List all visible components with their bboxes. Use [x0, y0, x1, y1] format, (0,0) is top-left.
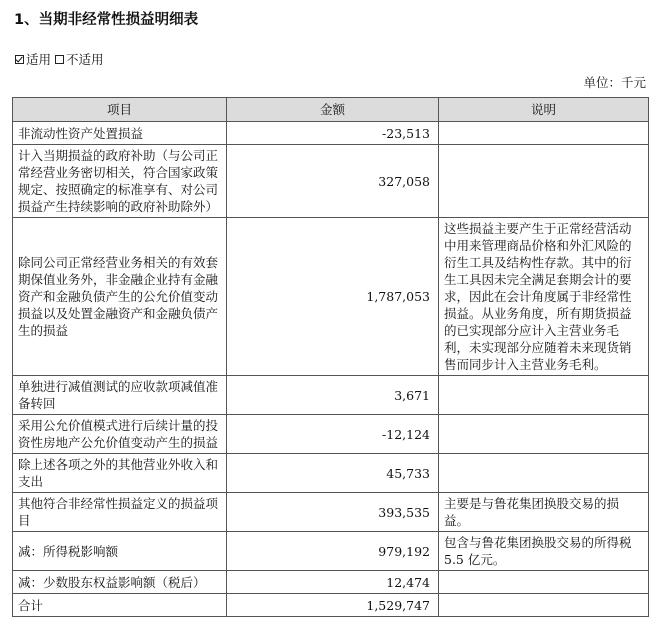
row-amount: -23,513 [227, 122, 439, 145]
row-note: 主要是与鲁花集团换股交易的损益。 [439, 493, 649, 532]
table-header-row [13, 98, 649, 122]
row-item: 非流动性资产处置损益 [13, 122, 227, 145]
row-note [439, 415, 649, 454]
non-recurring-gains-table [12, 97, 649, 617]
checked-box-icon [15, 55, 24, 64]
not-applicable-label: 不适用 [66, 52, 104, 67]
row-item: 除同公司正常经营业务相关的有效套期保值业务外，非金融企业持有金融资产和金融负债产生的公允价值变动损益以及处置金融资产和金融负债产生的损益 [13, 218, 227, 376]
table-row [13, 454, 649, 493]
row-note [439, 122, 649, 145]
table-row [13, 376, 649, 415]
row-note [439, 376, 649, 415]
header-amount: 金额 [227, 98, 439, 122]
row-amount: 393,535 [227, 493, 439, 532]
row-item: 减：少数股东权益影响额（税后） [13, 571, 227, 594]
applicable-options [15, 50, 104, 68]
table-total-row [13, 594, 649, 617]
unit-label: 单位：千元 [583, 75, 646, 90]
row-note [439, 594, 649, 617]
header-item: 项目 [13, 98, 227, 122]
table-row [13, 493, 649, 532]
row-amount: 1,787,053 [227, 218, 439, 376]
table-row [13, 122, 649, 145]
row-amount: 45,733 [227, 454, 439, 493]
row-item: 合计 [13, 594, 227, 617]
header-note: 说明 [439, 98, 649, 122]
applicable-label: 适用 [26, 52, 52, 67]
row-note [439, 571, 649, 594]
row-item: 除上述各项之外的其他营业外收入和支出 [13, 454, 227, 493]
row-item: 单独进行减值测试的应收款项减值准备转回 [13, 376, 227, 415]
section-heading: 1、当期非经常性损益明细表 [14, 12, 199, 28]
row-amount: 327,058 [227, 145, 439, 218]
row-note: 包含与鲁花集团换股交易的所得税 5.5 亿元。 [439, 532, 649, 571]
unchecked-box-icon [55, 55, 64, 64]
row-item: 减：所得税影响额 [13, 532, 227, 571]
row-note [439, 145, 649, 218]
table-row [13, 532, 649, 571]
row-note [439, 454, 649, 493]
row-amount: 979,192 [227, 532, 439, 571]
row-item: 采用公允价值模式进行后续计量的投资性房地产公允价值变动产生的损益 [13, 415, 227, 454]
table-row [13, 218, 649, 376]
row-item: 计入当期损益的政府补助（与公司正常经营业务密切相关，符合国家政策规定、按照确定的标准享有、对公司损益产生持续影响的政府补助除外） [13, 145, 227, 218]
row-amount: -12,124 [227, 415, 439, 454]
row-amount: 3,671 [227, 376, 439, 415]
table-row [13, 145, 649, 218]
row-item: 其他符合非经常性损益定义的损益项目 [13, 493, 227, 532]
row-note: 这些损益主要产生于正常经营活动中用来管理商品价格和外汇风险的衍生工具及结构性存款。其中的衍生工具因未完全满足套期会计的要求，因此在会计角度属于非经常性损益。从业务角度，所有期货损益的已实现部分应计入主营业务毛利，未实现部分应随着未来现货销售而同步计入主营业务毛利。 [439, 218, 649, 376]
table-row [13, 415, 649, 454]
row-amount: 12,474 [227, 571, 439, 594]
table-row [13, 571, 649, 594]
row-amount: 1,529,747 [227, 594, 439, 617]
